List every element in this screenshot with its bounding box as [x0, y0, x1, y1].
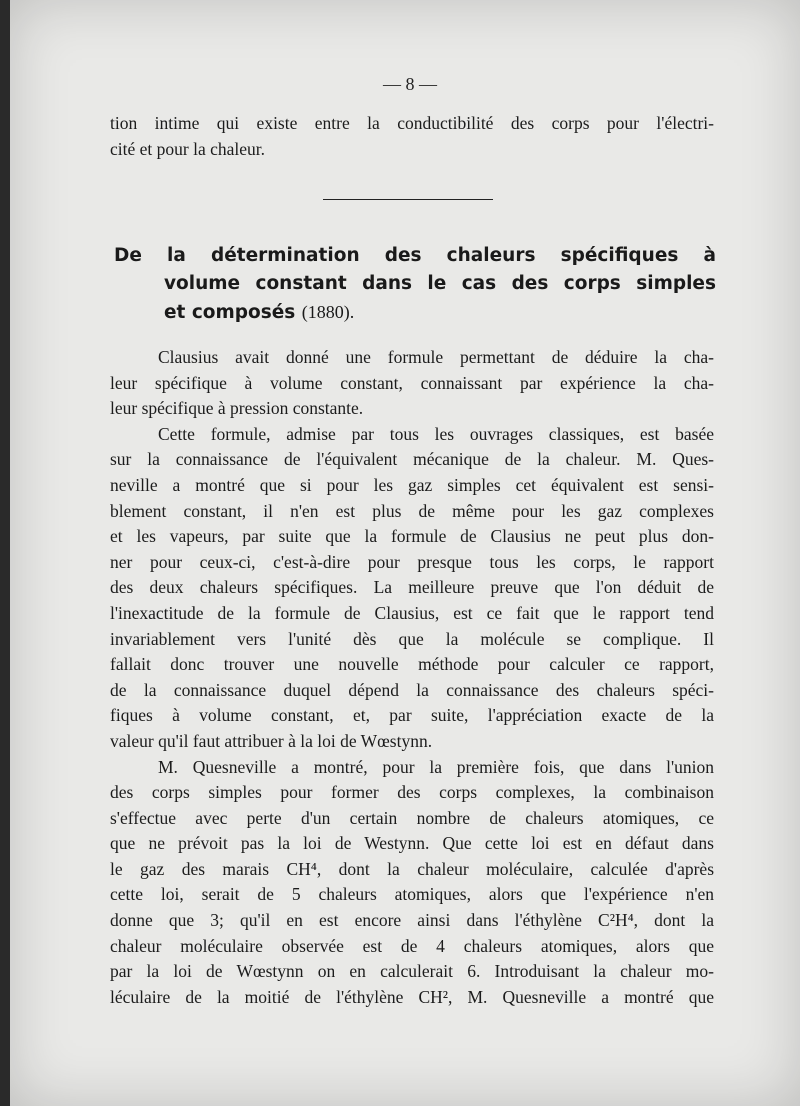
text-line: fiques à volume constant, et, par suite, l'appréciation exacte de la	[110, 705, 714, 726]
text-line: neville a montré que si pour les gaz simples cet équivalent est sensi-	[110, 474, 714, 495]
section-divider	[323, 199, 493, 200]
text-line: blement constant, il n'en est plus de même pour les gaz complexes	[110, 500, 714, 521]
text-line: ner pour ceux-ci, c'est-à-dire pour presque tous les corps, le rapport	[110, 551, 714, 572]
heading-year: (1880).	[301, 302, 355, 322]
heading-line: volume constant dans le cas des corps simples	[164, 273, 716, 294]
body-text	[110, 345, 714, 1010]
text-line: chaleur moléculaire observée est de 4 chaleurs atomiques, alors que	[110, 935, 714, 956]
text-line: leur spécifique à pression constante.	[110, 398, 364, 419]
text-line: Cette formule, admise par tous les ouvrages classiques, est basée	[158, 423, 714, 444]
text-line: des corps simples pour former des corps complexes, la combinaison	[110, 782, 714, 803]
text-line: sur la connaissance de l'équivalent mécanique de la chaleur. M. Ques-	[110, 449, 714, 470]
text-line: que ne prévoit pas la loi de Westynn. Que cette loi est en défaut dans	[110, 833, 714, 854]
text-line: l'inexactitude de la formule de Clausius, est ce fait que le rapport tend	[110, 602, 714, 623]
text-line: des deux chaleurs spécifiques. La meilleure preuve que l'on déduit de	[110, 577, 714, 598]
text-line: tion intime qui existe entre la conductibilité des corps pour l'électri-	[110, 113, 714, 133]
text-line: de la connaissance duquel dépend la connaissance des chaleurs spéci-	[110, 679, 714, 700]
text-line: leur spécifique à volume constant, connaissant par expérience la cha-	[110, 372, 714, 393]
heading-line-3	[114, 298, 716, 327]
text-line: le gaz des marais CH⁴, dont la chaleur moléculaire, calculée d'après	[110, 858, 714, 879]
text-line: et les vapeurs, par suite que la formule de Clausius ne peut plus don-	[110, 526, 714, 547]
heading-text: et composés	[164, 302, 296, 323]
text-line: léculaire de la moitié de l'éthylène CH², M. Quesneville a montré que	[110, 986, 714, 1007]
text-line: donne que 3; qu'il en est encore ainsi dans l'éthylène C²H⁴, dont la	[110, 910, 714, 931]
text-line: cité et pour la chaleur.	[110, 138, 265, 159]
page-number: — 8 —	[383, 74, 437, 94]
top-paragraph	[110, 111, 714, 162]
text-line: par la loi de Wœstynn on en calculerait 6. Introduisant la chaleur mo-	[110, 961, 714, 982]
text-line: Clausius avait donné une formule permettant de déduire la cha-	[158, 347, 714, 367]
text-line: valeur qu'il faut attribuer à la loi de Wœstynn.	[110, 730, 433, 751]
text-line: fallait donc trouver une nouvelle méthode pour calculer ce rapport,	[110, 654, 714, 675]
text-line: M. Quesneville a montré, pour la première fois, que dans l'union	[158, 756, 714, 777]
text-line: cette loi, serait de 5 chaleurs atomiques, alors que l'expérience n'en	[110, 884, 714, 905]
text-line: s'effectue avec perte d'un certain nombre de chaleurs atomiques, ce	[110, 807, 714, 828]
text-line: invariablement vers l'unité dès que la molécule se complique. Il	[110, 628, 714, 649]
document-page	[10, 0, 800, 1106]
section-heading	[114, 242, 716, 327]
heading-line: De la détermination des chaleurs spécifiques à	[114, 245, 716, 266]
